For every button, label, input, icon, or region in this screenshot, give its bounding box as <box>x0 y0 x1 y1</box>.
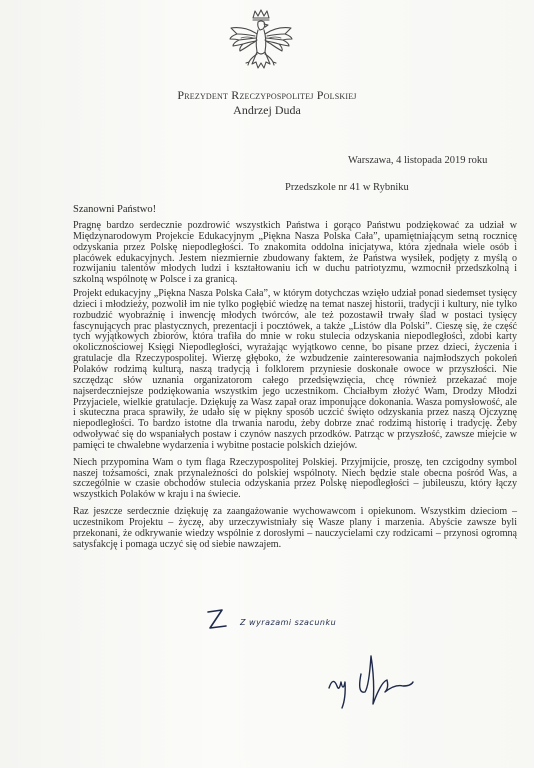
handwritten-closing <box>200 600 400 640</box>
office-title-text: Prezydent Rzeczypospolitej Polskiej <box>177 88 357 102</box>
date-line: Warszawa, 4 listopada 2019 roku <box>348 155 488 166</box>
recipient-line: Przedszkole nr 41 w Rybniku <box>285 182 409 193</box>
closing-handwritten-text: Z wyrazami szacunku <box>240 618 337 627</box>
president-name: Andrzej Duda <box>233 103 301 117</box>
paragraph-2: Projekt edukacyjny „Piękna Nasza Polska Cała”, w którym dotychczas wzięło udział ponad siedemset tysięcy dzieci i młodzieży, pozwolił im nie tylko pogłębić wiedzę na temat naszej historii, tradycji i kultury, nie tylko rozbudzić wyobraźnię i inwencję młodych twórców, ale też pozostawił trwały ślad w postaci tysięcy fascynujących prac plastycznych, prezentacji i pocztówek, a także „Listów dla Polski”. Cieszę się, że część tych wyjątkowych zbiorów, która trafiła do mnie w roku stulecia odzyskania niepodległości, zdobi karty okolicznościowej Księgi Niepodległości, wyrażając wyjątkowo cenne, bo pisane przez dzieci, życzenia i gratulacje dla Rzeczypospolitej. Wierzę głęboko, że wzbudzenie zainteresowania najmłodszych pokoleń Polaków rodzimą kulturą, naszą tradycją i folklorem przyniesie doskonałe owoce w przyszłości. Nie szczędząc słów uznania organizatorom całego przedsięwzięcia, chcę również przekazać moje najserdeczniejsze podziękowania wszystkim jego uczestnikom. Chciałbym złożyć Wam, Drodzy Młodzi Przyjaciele, wielkie gratulacje. Dziękuję za Wasz zapał oraz imponujące dokonania. Wasza pomysłowość, ale i skuteczna praca sprawiły, że udało się w piękny sposób uczcić święto odzyskania przez naszą Ojczyznę niepodległości. To bardzo istotne dla trwania narodu, żeby dobrze znać rodzimą historię i tradycję. Żeby odwoływać się do wspaniałych postaw i czynów naszych przodków. Patrząc w przyszłość, zawsze miejcie w pamięci te chwalebne wydarzenia i wybitne postacie polskich dziejów. <box>73 288 517 451</box>
letter-body <box>73 221 517 553</box>
paragraph-1: Pragnę bardzo serdecznie pozdrowić wszystkich Państwa i gorąco Państwu podziękować za udział w Międzynarodowym Projekcie Edukacyjnym „Piękna Nasza Polska Cała”, upamiętniającym setną rocznicę odzyskania przez Polskę niepodległości. To znakomita oddolna inicjatywa, która zjednała wiele osób i placówek edukacyjnych. Jestem niezmiernie zbudowany faktem, że Państwa wysiłek, podjęty z myślą o rozwijaniu talentów młodych ludzi i kształtowaniu ich w duchu patriotyzmu, wzmocnił przedszkolną i szkolną wspólnotę w Polsce i za granicą. <box>73 220 517 286</box>
office-title <box>0 88 534 103</box>
paragraph-4: Raz jeszcze serdecznie dziękuję za zaangażowanie wychowawcom i opiekunom. Wszystkim dzieciom – uczestnikom Projektu – życzę, aby urzeczywistniały się Wasze plany i marzenia. Abyście zawsze byli przekonani, że odkrywanie wiedzy wspólnie z dorosłymi – nauczycielami czy rodzicami – przynosi ogromną satysfakcję i pomaga uczyć się od siebie nawzajem. <box>73 506 517 550</box>
paragraph-3: Niech przypomina Wam o tym flaga Rzeczypospolitej Polskiej. Przyjmijcie, proszę, ten czcigodny symbol naszej tożsamości, znak przynależności do polskiej wspólnoty. Niech będzie stale obecna pośród Was, a szczególnie w czasie obchodów stulecia odzyskania przez Polskę niepodległości – jubileuszu, który łączy wszystkich Polaków w kraju i na świecie. <box>73 456 517 501</box>
greeting: Szanowni Państwo! <box>73 204 157 215</box>
white-eagle-emblem-icon <box>225 8 297 82</box>
handwritten-signature-icon <box>325 652 425 712</box>
